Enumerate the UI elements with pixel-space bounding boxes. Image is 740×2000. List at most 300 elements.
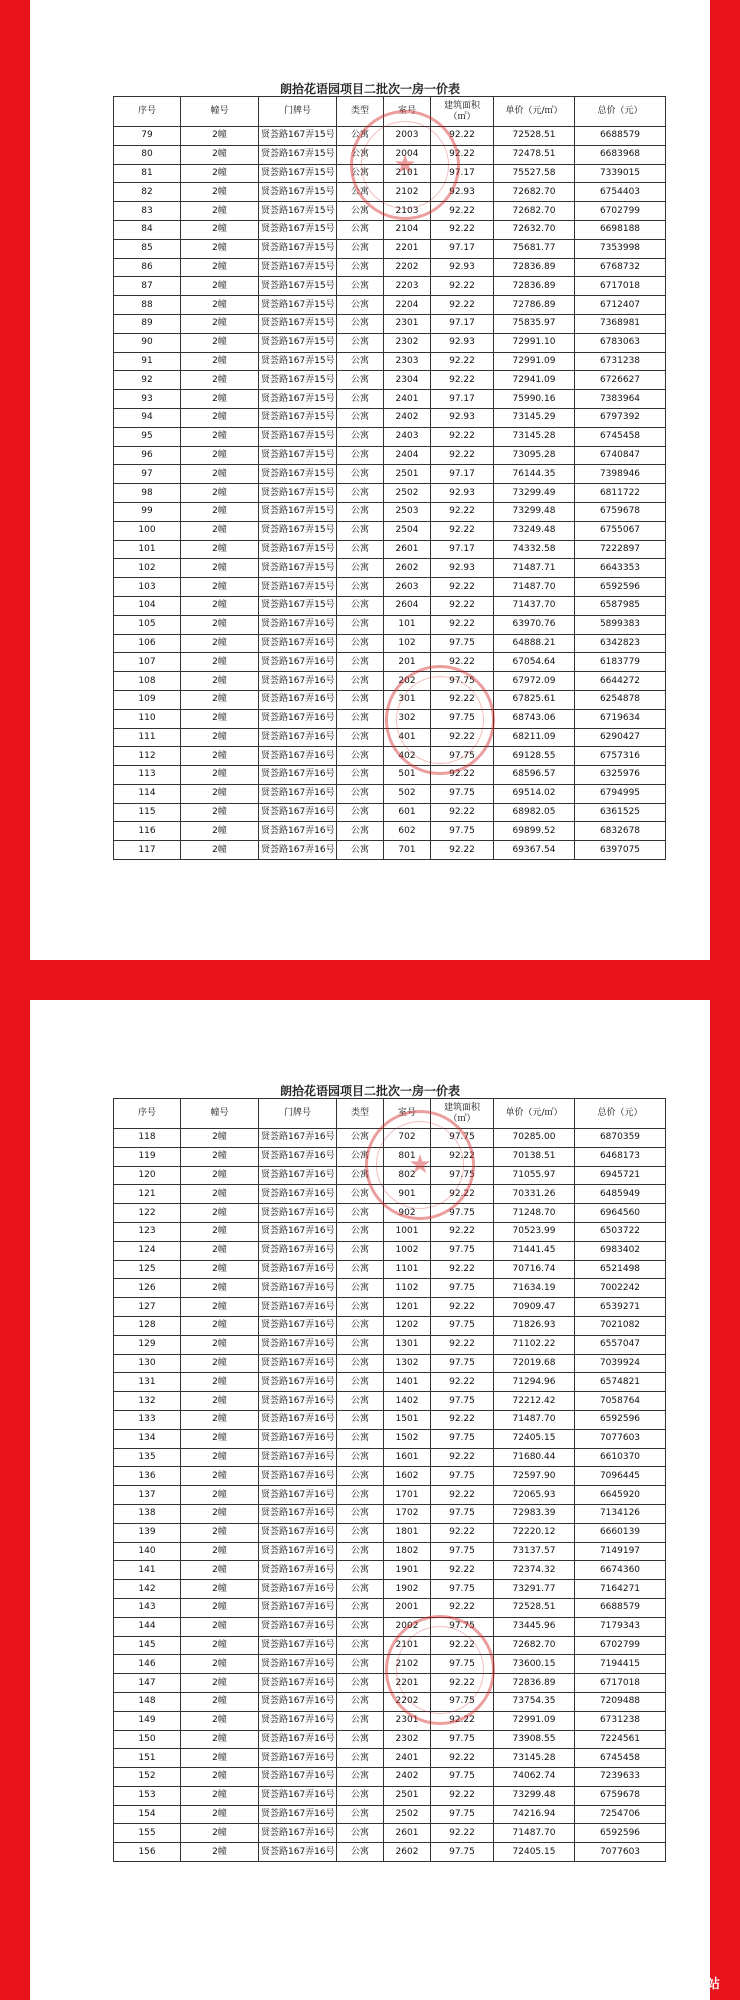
cell-type: 公寓	[337, 502, 384, 521]
cell-total-price: 6719634	[575, 709, 666, 728]
cell-room: 1701	[384, 1486, 431, 1505]
cell-room: 2202	[384, 1692, 431, 1711]
cell-index: 153	[114, 1786, 181, 1805]
table-row	[114, 1561, 666, 1580]
cell-area: 97.75	[431, 784, 494, 803]
cell-building: 2幢	[181, 1768, 259, 1787]
cell-room: 1301	[384, 1335, 431, 1354]
cell-index: 117	[114, 841, 181, 860]
cell-type: 公寓	[337, 427, 384, 446]
cell-index: 143	[114, 1598, 181, 1617]
cell-type: 公寓	[337, 578, 384, 597]
cell-building: 2幢	[181, 672, 259, 691]
cell-building: 2幢	[181, 390, 259, 409]
cell-index: 85	[114, 239, 181, 258]
cell-type: 公寓	[337, 634, 384, 653]
table-row	[114, 1204, 666, 1223]
header-building: 幢号	[181, 1099, 259, 1129]
cell-room: 2004	[384, 145, 431, 164]
cell-total-price: 7222897	[575, 540, 666, 559]
table-row	[114, 841, 666, 860]
cell-index: 84	[114, 220, 181, 239]
cell-index: 145	[114, 1636, 181, 1655]
cell-total-price: 7096445	[575, 1467, 666, 1486]
cell-type: 公寓	[337, 1354, 384, 1373]
cell-area: 92.22	[431, 578, 494, 597]
cell-room: 302	[384, 709, 431, 728]
cell-area: 97.75	[431, 1204, 494, 1223]
cell-total-price: 6759678	[575, 502, 666, 521]
table-row	[114, 164, 666, 183]
cell-address: 贤荟路167弄16号	[259, 690, 337, 709]
table-row	[114, 1298, 666, 1317]
cell-area: 92.22	[431, 1448, 494, 1467]
cell-building: 2幢	[181, 1373, 259, 1392]
cell-room: 1801	[384, 1523, 431, 1542]
cell-unit-price: 72528.51	[494, 1598, 575, 1617]
cell-unit-price: 71437.70	[494, 596, 575, 615]
cell-type: 公寓	[337, 1204, 384, 1223]
table-row	[114, 1730, 666, 1749]
cell-index: 106	[114, 634, 181, 653]
cell-total-price: 6745458	[575, 1749, 666, 1768]
table-row	[114, 1655, 666, 1674]
cell-room: 1501	[384, 1410, 431, 1429]
cell-area: 97.17	[431, 540, 494, 559]
cell-index: 82	[114, 183, 181, 202]
cell-unit-price: 70523.99	[494, 1222, 575, 1241]
table-row	[114, 1185, 666, 1204]
cell-address: 贤荟路167弄15号	[259, 371, 337, 390]
cell-unit-price: 69514.02	[494, 784, 575, 803]
table-row	[114, 709, 666, 728]
cell-unit-price: 75990.16	[494, 390, 575, 409]
table-row	[114, 690, 666, 709]
table-row	[114, 183, 666, 202]
cell-index: 98	[114, 484, 181, 503]
cell-total-price: 6740847	[575, 446, 666, 465]
table-row	[114, 803, 666, 822]
header-room: 室号	[384, 97, 431, 127]
cell-area: 92.22	[431, 277, 494, 296]
cell-room: 2301	[384, 1711, 431, 1730]
cell-building: 2幢	[181, 709, 259, 728]
cell-type: 公寓	[337, 1617, 384, 1636]
cell-unit-price: 73095.28	[494, 446, 575, 465]
cell-type: 公寓	[337, 1448, 384, 1467]
cell-total-price: 6731238	[575, 352, 666, 371]
cell-type: 公寓	[337, 1504, 384, 1523]
cell-building: 2幢	[181, 521, 259, 540]
cell-unit-price: 70909.47	[494, 1298, 575, 1317]
cell-unit-price: 70331.26	[494, 1185, 575, 1204]
cell-total-price: 6702799	[575, 1636, 666, 1655]
cell-index: 108	[114, 672, 181, 691]
cell-address: 贤荟路167弄16号	[259, 634, 337, 653]
cell-index: 89	[114, 314, 181, 333]
cell-address: 贤荟路167弄16号	[259, 1467, 337, 1486]
cell-total-price: 6717018	[575, 277, 666, 296]
cell-room: 301	[384, 690, 431, 709]
cell-total-price: 6660139	[575, 1523, 666, 1542]
cell-unit-price: 72597.90	[494, 1467, 575, 1486]
cell-index: 109	[114, 690, 181, 709]
cell-index: 154	[114, 1805, 181, 1824]
cell-unit-price: 67972.09	[494, 672, 575, 691]
cell-area: 97.75	[431, 709, 494, 728]
cell-room: 2101	[384, 1636, 431, 1655]
cell-total-price: 6717018	[575, 1674, 666, 1693]
cell-room: 901	[384, 1185, 431, 1204]
cell-area: 97.75	[431, 1467, 494, 1486]
table-row	[114, 1692, 666, 1711]
cell-total-price: 7383964	[575, 390, 666, 409]
cell-total-price: 7149197	[575, 1542, 666, 1561]
cell-total-price: 6945721	[575, 1166, 666, 1185]
cell-address: 贤荟路167弄16号	[259, 1204, 337, 1223]
cell-area: 97.75	[431, 1316, 494, 1335]
cell-unit-price: 72682.70	[494, 183, 575, 202]
cell-building: 2幢	[181, 1166, 259, 1185]
cell-unit-price: 68982.05	[494, 803, 575, 822]
cell-index: 95	[114, 427, 181, 446]
cell-room: 2304	[384, 371, 431, 390]
cell-type: 公寓	[337, 1241, 384, 1260]
table-row	[114, 1805, 666, 1824]
cell-index: 147	[114, 1674, 181, 1693]
table-row	[114, 465, 666, 484]
cell-unit-price: 72528.51	[494, 127, 575, 146]
cell-index: 150	[114, 1730, 181, 1749]
cell-type: 公寓	[337, 709, 384, 728]
cell-room: 102	[384, 634, 431, 653]
cell-address: 贤荟路167弄16号	[259, 653, 337, 672]
cell-area: 92.22	[431, 352, 494, 371]
cell-address: 贤荟路167弄16号	[259, 1598, 337, 1617]
cell-unit-price: 71487.70	[494, 1410, 575, 1429]
table-row	[114, 1222, 666, 1241]
cell-total-price: 6726627	[575, 371, 666, 390]
cell-room: 2603	[384, 578, 431, 597]
cell-address: 贤荟路167弄16号	[259, 1260, 337, 1279]
table-row	[114, 239, 666, 258]
cell-building: 2幢	[181, 465, 259, 484]
cell-type: 公寓	[337, 1692, 384, 1711]
table-row	[114, 427, 666, 446]
cell-index: 111	[114, 728, 181, 747]
cell-address: 贤荟路167弄16号	[259, 747, 337, 766]
cell-index: 123	[114, 1222, 181, 1241]
cell-unit-price: 72019.68	[494, 1354, 575, 1373]
cell-type: 公寓	[337, 1561, 384, 1580]
table-row	[114, 540, 666, 559]
cell-type: 公寓	[337, 352, 384, 371]
cell-index: 146	[114, 1655, 181, 1674]
cell-area: 92.22	[431, 803, 494, 822]
cell-unit-price: 68596.57	[494, 766, 575, 785]
cell-address: 贤荟路167弄16号	[259, 1429, 337, 1448]
table-row	[114, 1824, 666, 1843]
cell-area: 92.22	[431, 615, 494, 634]
table-row	[114, 314, 666, 333]
cell-address: 贤荟路167弄16号	[259, 1147, 337, 1166]
cell-type: 公寓	[337, 803, 384, 822]
cell-area: 92.22	[431, 1674, 494, 1693]
cell-address: 贤荟路167弄16号	[259, 803, 337, 822]
cell-area: 92.22	[431, 296, 494, 315]
cell-index: 155	[114, 1824, 181, 1843]
cell-unit-price: 72682.70	[494, 202, 575, 221]
cell-total-price: 6539271	[575, 1298, 666, 1317]
cell-type: 公寓	[337, 408, 384, 427]
cell-index: 144	[114, 1617, 181, 1636]
cell-total-price: 6342823	[575, 634, 666, 653]
cell-address: 贤荟路167弄16号	[259, 1373, 337, 1392]
cell-unit-price: 69899.52	[494, 822, 575, 841]
cell-area: 97.75	[431, 1354, 494, 1373]
table-row	[114, 1241, 666, 1260]
page-title: 朗拾花语园项目二批次一房一价表	[279, 82, 460, 96]
cell-total-price: 6759678	[575, 1786, 666, 1805]
cell-address: 贤荟路167弄16号	[259, 1674, 337, 1693]
cell-room: 2102	[384, 183, 431, 202]
header-total-price: 总价（元）	[575, 1099, 666, 1129]
cell-building: 2幢	[181, 1824, 259, 1843]
cell-building: 2幢	[181, 747, 259, 766]
cell-address: 贤荟路167弄15号	[259, 164, 337, 183]
cell-building: 2幢	[181, 822, 259, 841]
cell-building: 2幢	[181, 1580, 259, 1599]
cell-building: 2幢	[181, 502, 259, 521]
cell-room: 2103	[384, 202, 431, 221]
cell-index: 97	[114, 465, 181, 484]
table-row	[114, 220, 666, 239]
cell-total-price: 6683968	[575, 145, 666, 164]
cell-address: 贤荟路167弄16号	[259, 1241, 337, 1260]
table-row	[114, 1786, 666, 1805]
cell-room: 2501	[384, 1786, 431, 1805]
cell-total-price: 6731238	[575, 1711, 666, 1730]
cell-unit-price: 72220.12	[494, 1523, 575, 1542]
cell-building: 2幢	[181, 1843, 259, 1862]
cell-index: 112	[114, 747, 181, 766]
cell-building: 2幢	[181, 333, 259, 352]
table-row	[114, 1129, 666, 1148]
cell-building: 2幢	[181, 1598, 259, 1617]
header-index: 序号	[114, 97, 181, 127]
cell-unit-price: 72212.42	[494, 1392, 575, 1411]
cell-address: 贤荟路167弄16号	[259, 1279, 337, 1298]
cell-address: 贤荟路167弄15号	[259, 484, 337, 503]
cell-area: 92.93	[431, 408, 494, 427]
cell-index: 122	[114, 1204, 181, 1223]
cell-address: 贤荟路167弄16号	[259, 1448, 337, 1467]
cell-building: 2幢	[181, 484, 259, 503]
cell-address: 贤荟路167弄16号	[259, 1711, 337, 1730]
table-row	[114, 1674, 666, 1693]
cell-area: 97.75	[431, 747, 494, 766]
cell-building: 2幢	[181, 277, 259, 296]
price-table	[113, 1098, 666, 1862]
cell-building: 2幢	[181, 1523, 259, 1542]
cell-total-price: 7058764	[575, 1392, 666, 1411]
table-row	[114, 596, 666, 615]
table-row	[114, 408, 666, 427]
table-row	[114, 747, 666, 766]
cell-address: 贤荟路167弄15号	[259, 220, 337, 239]
cell-type: 公寓	[337, 1523, 384, 1542]
cell-type: 公寓	[337, 1335, 384, 1354]
cell-area: 92.22	[431, 1824, 494, 1843]
cell-area: 97.17	[431, 465, 494, 484]
cell-address: 贤荟路167弄16号	[259, 1580, 337, 1599]
cell-unit-price: 71487.70	[494, 1824, 575, 1843]
cell-type: 公寓	[337, 728, 384, 747]
cell-building: 2幢	[181, 540, 259, 559]
cell-total-price: 7339015	[575, 164, 666, 183]
cell-index: 131	[114, 1373, 181, 1392]
cell-room: 2404	[384, 446, 431, 465]
cell-area: 92.22	[431, 1749, 494, 1768]
cell-room: 2503	[384, 502, 431, 521]
cell-index: 135	[114, 1448, 181, 1467]
cell-address: 贤荟路167弄15号	[259, 145, 337, 164]
cell-total-price: 5899383	[575, 615, 666, 634]
cell-area: 97.75	[431, 1730, 494, 1749]
cell-total-price: 6397075	[575, 841, 666, 860]
cell-area: 92.22	[431, 1786, 494, 1805]
header-total-price: 总价（元）	[575, 97, 666, 127]
cell-room: 601	[384, 803, 431, 822]
price-table	[113, 96, 666, 860]
cell-area: 97.17	[431, 239, 494, 258]
cell-address: 贤荟路167弄15号	[259, 521, 337, 540]
cell-address: 贤荟路167弄16号	[259, 1843, 337, 1862]
cell-total-price: 6794995	[575, 784, 666, 803]
cell-type: 公寓	[337, 672, 384, 691]
cell-room: 2204	[384, 296, 431, 315]
cell-index: 87	[114, 277, 181, 296]
cell-unit-price: 73291.77	[494, 1580, 575, 1599]
cell-address: 贤荟路167弄16号	[259, 1542, 337, 1561]
cell-unit-price: 72682.70	[494, 1636, 575, 1655]
cell-address: 贤荟路167弄16号	[259, 1354, 337, 1373]
cell-total-price: 6811722	[575, 484, 666, 503]
cell-room: 1401	[384, 1373, 431, 1392]
table-row	[114, 1279, 666, 1298]
table-row	[114, 1598, 666, 1617]
cell-room: 2301	[384, 314, 431, 333]
cell-index: 114	[114, 784, 181, 803]
cell-index: 110	[114, 709, 181, 728]
cell-building: 2幢	[181, 1241, 259, 1260]
cell-building: 2幢	[181, 202, 259, 221]
cell-room: 2604	[384, 596, 431, 615]
cell-building: 2幢	[181, 1260, 259, 1279]
cell-unit-price: 72632.70	[494, 220, 575, 239]
cell-area: 92.22	[431, 145, 494, 164]
cell-type: 公寓	[337, 615, 384, 634]
cell-address: 贤荟路167弄15号	[259, 277, 337, 296]
cell-building: 2幢	[181, 408, 259, 427]
cell-unit-price: 67054.64	[494, 653, 575, 672]
cell-building: 2幢	[181, 1805, 259, 1824]
header-building: 幢号	[181, 97, 259, 127]
cell-unit-price: 71294.96	[494, 1373, 575, 1392]
cell-index: 139	[114, 1523, 181, 1542]
cell-unit-price: 73145.28	[494, 1749, 575, 1768]
table-row	[114, 1617, 666, 1636]
cell-area: 92.22	[431, 427, 494, 446]
cell-room: 2201	[384, 1674, 431, 1693]
cell-index: 107	[114, 653, 181, 672]
cell-index: 96	[114, 446, 181, 465]
cell-building: 2幢	[181, 1316, 259, 1335]
cell-room: 2302	[384, 333, 431, 352]
cell-type: 公寓	[337, 1655, 384, 1674]
cell-room: 1802	[384, 1542, 431, 1561]
cell-address: 贤荟路167弄15号	[259, 540, 337, 559]
cell-type: 公寓	[337, 1410, 384, 1429]
cell-total-price: 7209488	[575, 1692, 666, 1711]
cell-total-price: 6592596	[575, 578, 666, 597]
cell-address: 贤荟路167弄16号	[259, 1786, 337, 1805]
cell-index: 137	[114, 1486, 181, 1505]
cell-address: 贤荟路167弄15号	[259, 296, 337, 315]
table-row	[114, 784, 666, 803]
cell-unit-price: 64888.21	[494, 634, 575, 653]
cell-unit-price: 75835.97	[494, 314, 575, 333]
cell-building: 2幢	[181, 371, 259, 390]
header-area: 建筑面积（㎡）	[431, 1099, 494, 1129]
cell-address: 贤荟路167弄16号	[259, 1392, 337, 1411]
cell-address: 贤荟路167弄16号	[259, 841, 337, 860]
cell-total-price: 6183779	[575, 653, 666, 672]
cell-unit-price: 71680.44	[494, 1448, 575, 1467]
cell-address: 贤荟路167弄15号	[259, 183, 337, 202]
cell-building: 2幢	[181, 1504, 259, 1523]
cell-unit-price: 72991.09	[494, 1711, 575, 1730]
cell-address: 贤荟路167弄15号	[259, 127, 337, 146]
cell-building: 2幢	[181, 127, 259, 146]
cell-index: 105	[114, 615, 181, 634]
cell-building: 2幢	[181, 634, 259, 653]
table-row	[114, 1636, 666, 1655]
cell-room: 1002	[384, 1241, 431, 1260]
table-row	[114, 502, 666, 521]
cell-address: 贤荟路167弄16号	[259, 822, 337, 841]
cell-room: 2303	[384, 352, 431, 371]
cell-index: 92	[114, 371, 181, 390]
cell-index: 101	[114, 540, 181, 559]
cell-room: 1601	[384, 1448, 431, 1467]
cell-type: 公寓	[337, 1279, 384, 1298]
cell-unit-price: 73145.29	[494, 408, 575, 427]
cell-room: 2403	[384, 427, 431, 446]
header-index: 序号	[114, 1099, 181, 1129]
cell-index: 136	[114, 1467, 181, 1486]
cell-building: 2幢	[181, 1674, 259, 1693]
cell-total-price: 6757316	[575, 747, 666, 766]
cell-room: 2104	[384, 220, 431, 239]
cell-area: 97.75	[431, 634, 494, 653]
cell-address: 贤荟路167弄15号	[259, 390, 337, 409]
cell-unit-price: 73145.28	[494, 427, 575, 446]
table-row	[114, 1147, 666, 1166]
table-row	[114, 1486, 666, 1505]
cell-room: 2502	[384, 484, 431, 503]
cell-type: 公寓	[337, 1768, 384, 1787]
